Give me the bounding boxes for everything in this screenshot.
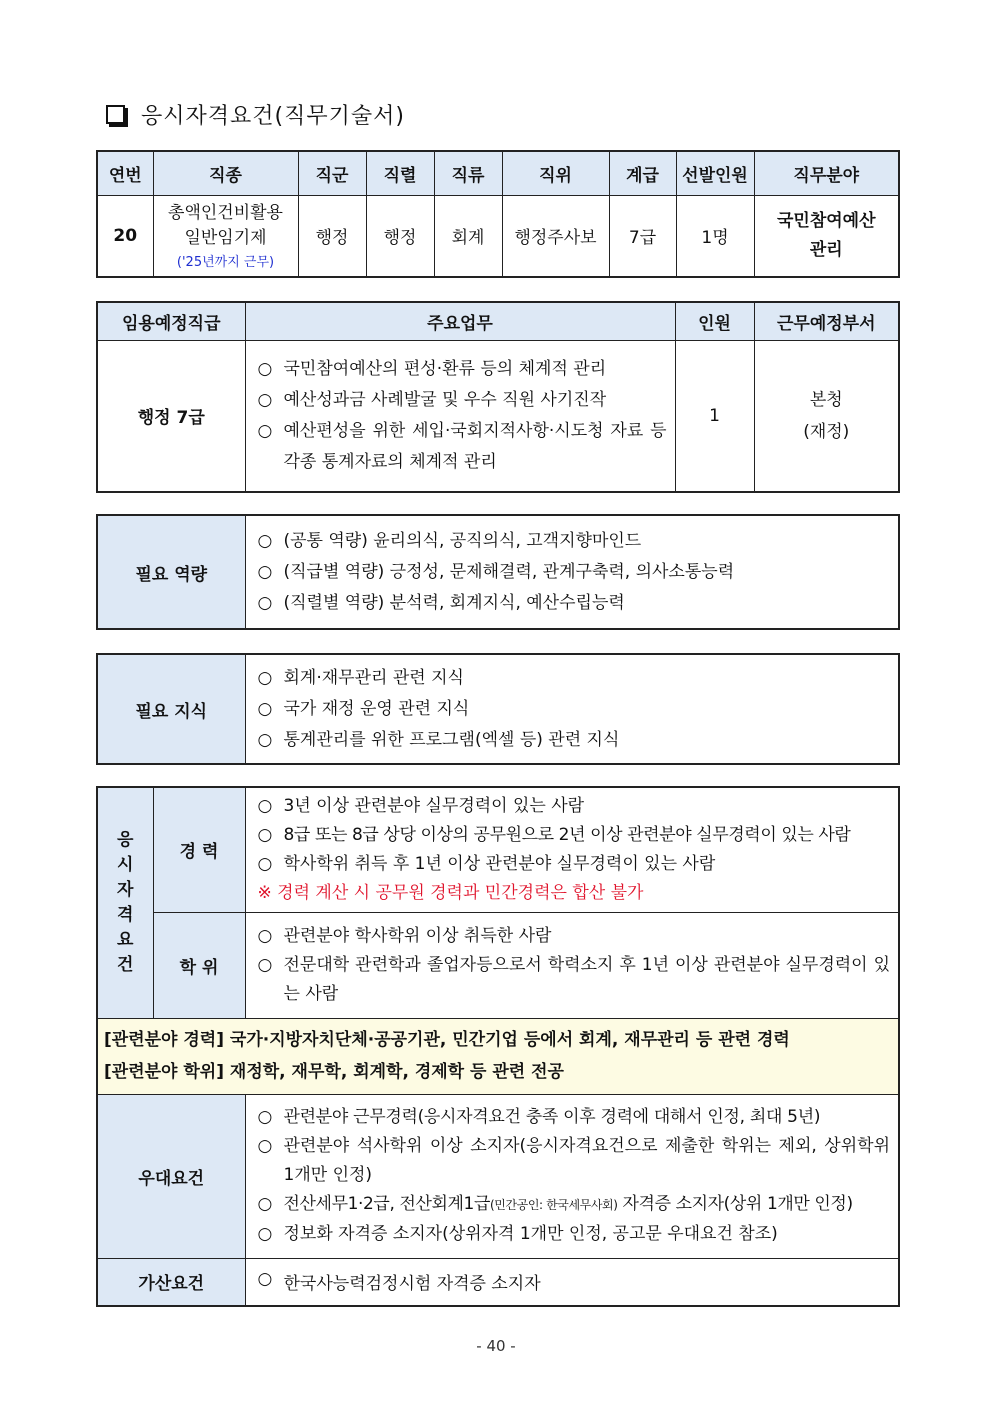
list-item: ○ 예산편성을 위한 세입·국회지적사항·시도청 자료 등 각종 통계자료의 체계적 관리 [257,420,667,472]
job-group: 행정 [298,195,366,277]
list-item: ○ (직급별 역량) 긍정성, 문제해결력, 관계구축력, 의사소통능력 [257,561,735,582]
department-line2: (재정) [803,421,850,442]
list-item: ○ 통계관리를 위한 프로그램(엑셀 등) 관련 지식 [257,729,620,750]
knowledge-label: 필요 지식 [97,654,245,764]
job-class: 회계 [434,195,502,277]
position-info-table [96,150,900,278]
bonus-label: 가산요건 [97,1258,245,1306]
job-type-line1: 총액인건비활용 [168,203,283,224]
list-item: ○ 관련분야 석사학위 이상 소지자(응시자격요건으로 제출한 학위는 제외, 상위학위 1개만 인정) [257,1136,890,1185]
degree-cell [245,912,899,1018]
preferred-label: 우대요건 [97,1094,245,1258]
table-row [97,340,899,492]
career-note: ※ 경력 계산 시 공무원 경력과 민간경력은 합산 불가 [257,882,644,903]
checkbox-square-icon [106,105,125,124]
list-item: ○ 관련분야 학사학위 이상 취득한 사람 [257,925,552,946]
header-cell: 주요업무 [245,302,675,340]
bonus-cell [245,1258,899,1306]
appointment-grade: 행정 7급 [97,340,245,492]
duties-cell [245,340,675,492]
related-field-cell [97,1018,899,1094]
list-item: ○ (직렬별 역량) 분석력, 회계지식, 예산수립능력 [257,592,625,613]
career-label: 경 력 [153,787,245,912]
table-row [97,654,899,764]
serial-number: 20 [97,195,153,277]
section-title-text: 응시자격요건(직무기술서) [141,103,405,129]
list-item: ○ 전문대학 관련학과 졸업자등으로서 학력소지 후 1년 이상 관련분야 실무경력이 있는 사람 [257,954,890,1004]
job-field-cell [754,195,899,277]
job-grade: 7급 [609,195,676,277]
page-number: - 40 - [476,1337,516,1355]
related-career: [관련분야 경력] 국가·지방자치단체·공공기관, 민간기업 등에서 회계, 재무관리 등 관련 경력 [104,1030,790,1050]
table-header-row [97,151,899,195]
related-degree: [관련분야 학위] 재정학, 재무학, 회계학, 경제학 등 관련 전공 [104,1062,564,1082]
job-position: 행정주사보 [502,195,609,277]
job-type-note: ('25년까지 근무) [176,255,275,271]
header-cell: 근무예정부서 [754,302,899,340]
list-item: ○ 정보화 자격증 소지자(상위자격 1개만 인정, 공고문 우대요건 참조) [257,1224,778,1244]
table-row [97,515,899,629]
related-field-row [97,1018,899,1094]
job-type-line2: 일반임기제 [184,228,267,249]
headcount: 1 [675,340,754,492]
table-header-row [97,302,899,340]
list-item: ○ 국민참여예산의 편성·환류 등의 체계적 관리 [257,358,607,379]
career-row [97,787,899,912]
table-row [97,195,899,277]
section-title [106,98,405,130]
header-cell: 연번 [97,151,153,195]
list-item: ○ 8급 또는 8급 상당 이상의 공무원으로 2년 이상 관련분야 실무경력이 있는 사람 [257,824,851,845]
career-cell [245,787,899,912]
header-cell: 선발인원 [676,151,754,195]
header-cell: 직군 [298,151,366,195]
job-field-line2: 관리 [809,239,843,260]
header-cell: 계급 [609,151,676,195]
header-cell: 직렬 [366,151,434,195]
requirements-table [96,786,900,1307]
degree-label: 학 위 [153,912,245,1018]
job-field-line1: 국민참여예산 [776,210,876,231]
requirements-side-label: 응 시 자 격 요 건 [97,787,153,1018]
knowledge-table [96,653,900,765]
header-cell: 직위 [502,151,609,195]
list-item: ○ 회계·재무관리 관련 지식 [257,667,464,688]
degree-row [97,912,899,1018]
list-item: ○ 예산성과금 사례발굴 및 우수 직원 사기진작 [257,389,607,410]
competency-label: 필요 역량 [97,515,245,629]
selection-count: 1명 [676,195,754,277]
list-item: ○ 3년 이상 관련분야 실무경력이 있는 사람 [257,795,585,816]
bonus-row [97,1258,899,1306]
header-cell: 인원 [675,302,754,340]
job-type-cell [153,195,298,277]
preferred-row [97,1094,899,1258]
competency-cell [245,515,899,629]
header-cell: 직무분야 [754,151,899,195]
header-cell: 직류 [434,151,502,195]
department-line1: 본청 [809,389,843,410]
list-item: ○ 한국사능력검정시험 자격증 소지자 [257,1269,541,1295]
job-series: 행정 [366,195,434,277]
competency-table [96,514,900,630]
header-cell: 직종 [153,151,298,195]
list-item: ○ 전산세무1·2급, 전산회계1급(민간공인: 한국세무사회) 자격증 소지자(상위 1개만 인정) [257,1194,853,1214]
preferred-cell [245,1094,899,1258]
list-item: ○ 학사학위 취득 후 1년 이상 관련분야 실무경력이 있는 사람 [257,853,716,874]
duty-table [96,301,900,493]
header-cell: 임용예정직급 [97,302,245,340]
list-item: ○ 관련분야 근무경력(응시자격요건 충족 이후 경력에 대해서 인정, 최대 5년) [257,1107,821,1127]
list-item: ○ (공통 역량) 윤리의식, 공직의식, 고객지향마인드 [257,530,642,551]
knowledge-cell [245,654,899,764]
list-item: ○ 국가 재정 운영 관련 지식 [257,698,470,719]
department-cell [754,340,899,492]
